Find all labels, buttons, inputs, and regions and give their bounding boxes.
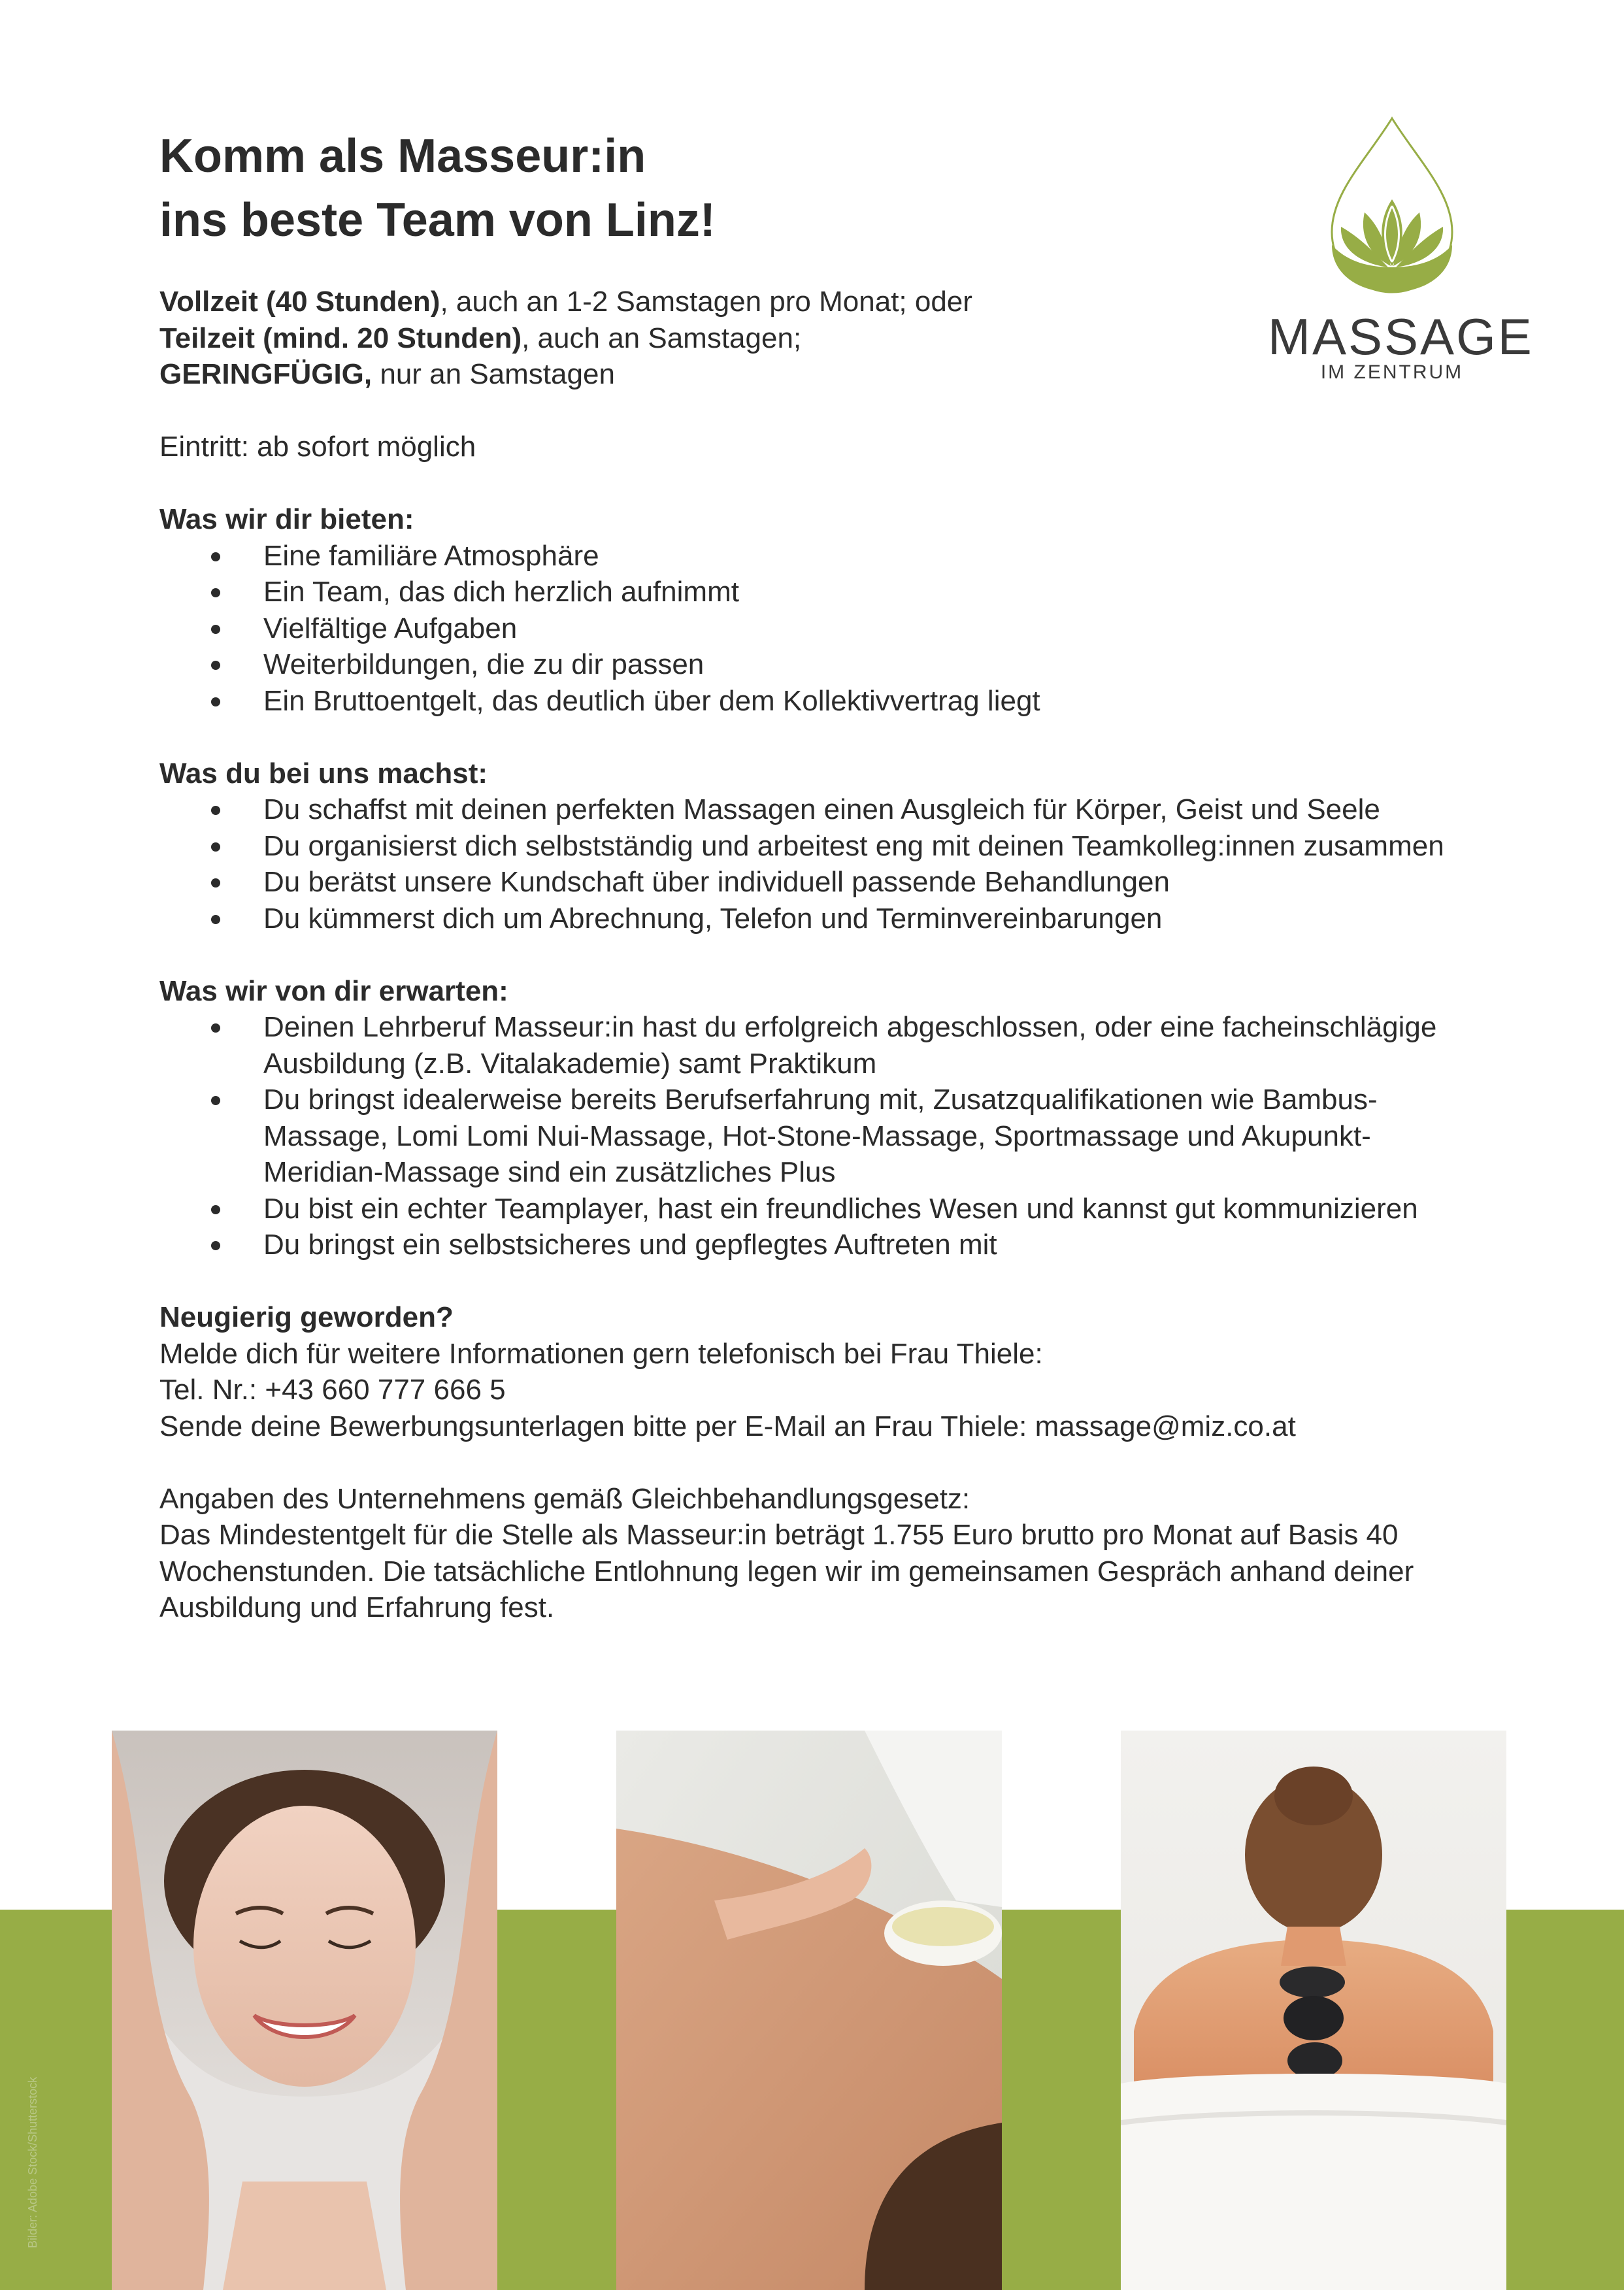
- title-line-2: ins beste Team von Linz!: [159, 194, 716, 246]
- offer-heading: Was wir dir bieten:: [159, 503, 414, 535]
- photo-credit: Bilder: Adobe Stock/Shutterstock: [26, 2076, 39, 2248]
- contact-phone: Tel. Nr.: +43 660 777 666 5: [159, 1374, 506, 1406]
- title-line-1: Komm als Masseur:in: [159, 130, 646, 182]
- list-item: Ein Bruttoentgelt, das deutlich über dem Kollektivvertrag liegt: [263, 683, 1480, 720]
- contact-heading: Neugierig geworden?: [159, 1301, 454, 1333]
- contact-email: Sende deine Bewerbungsunterlagen bitte per E-Mail an Frau Thiele: massage@miz.co.at: [159, 1410, 1296, 1442]
- list-item: Du kümmerst dich um Abrechnung, Telefon und Terminvereinbarungen: [263, 901, 1480, 937]
- list-item: Deinen Lehrberuf Masseur:in hast du erfolgreich abgeschlossen, oder eine facheinschlägige Ausbildung (z.B. Vitalakademie) samt Praktikum: [263, 1009, 1479, 1082]
- list-item: Eine familiäre Atmosphäre: [263, 538, 1480, 574]
- list-item: Du schaffst mit deinen perfekten Massagen einen Ausgleich für Körper, Geist und Seele: [263, 791, 1480, 828]
- tasks-list: [159, 791, 1480, 937]
- list-item: Weiterbildungen, die zu dir passen: [263, 646, 1480, 683]
- hot-stone-massage-photo: [1121, 1731, 1506, 2290]
- employment-minor: GERINGFÜGIG, nur an Samstagen: [159, 358, 615, 390]
- job-description: [159, 284, 1480, 1626]
- list-item: Du bist ein echter Teamplayer, hast ein freundliches Wesen und kannst gut kommunizieren: [263, 1191, 1479, 1227]
- tasks-heading: Was du bei uns machst:: [159, 757, 488, 789]
- logo-subtitle: IM ZENTRUM: [1320, 361, 1464, 383]
- offer-list: [159, 538, 1480, 720]
- employment-parttime: Teilzeit (mind. 20 Stunden), auch an Samstagen;: [159, 322, 802, 354]
- employment-fulltime: Vollzeit (40 Stunden), auch an 1-2 Samstagen pro Monat; oder: [159, 286, 972, 318]
- start-date: Eintritt: ab sofort möglich: [159, 431, 476, 463]
- expect-list: [159, 1009, 1479, 1263]
- list-item: Du berätst unsere Kundschaft über individuell passende Behandlungen: [263, 864, 1480, 901]
- contact-line-1: Melde dich für weitere Informationen gern telefonisch bei Frau Thiele:: [159, 1337, 1043, 1370]
- list-item: Du organisierst dich selbstständig und arbeitest eng mit deinen Teamkolleg:innen zusammen: [263, 828, 1480, 865]
- logo-wordmark: MASSAGE: [1268, 308, 1534, 365]
- list-item: Du bringst ein selbstsicheres und gepflegtes Auftreten mit: [263, 1227, 1479, 1263]
- list-item: Du bringst idealerweise bereits Berufserfahrung mit, Zusatzqualifikationen wie Bambus-Massage, Lomi Lomi Nui-Massage, Hot-Stone-Massage, Sportmassage und Akupunkt-Meridian-Massage sind ein zusätzliches Plus: [263, 1082, 1479, 1191]
- legal-heading: Angaben des Unternehmens gemäß Gleichbehandlungsgesetz:: [159, 1482, 970, 1515]
- back-massage-oil-photo: [616, 1731, 1002, 2290]
- face-massage-photo: [112, 1731, 497, 2290]
- legal-text: Das Mindestentgelt für die Stelle als Masseur:in beträgt 1.755 Euro brutto pro Monat auf Basis 40 Wochenstunden. Die tatsächliche Entlohnung legen wir im gemeinsamen Gespräch anhand deiner Ausbildung und Erfahrung fest.: [159, 1519, 1414, 1623]
- expect-heading: Was wir von dir erwarten:: [159, 974, 508, 1007]
- list-item: Ein Team, das dich herzlich aufnimmt: [263, 574, 1480, 610]
- page-title: [159, 124, 1140, 252]
- lotus-drop-icon: [1268, 114, 1516, 310]
- list-item: Vielfältige Aufgaben: [263, 610, 1480, 647]
